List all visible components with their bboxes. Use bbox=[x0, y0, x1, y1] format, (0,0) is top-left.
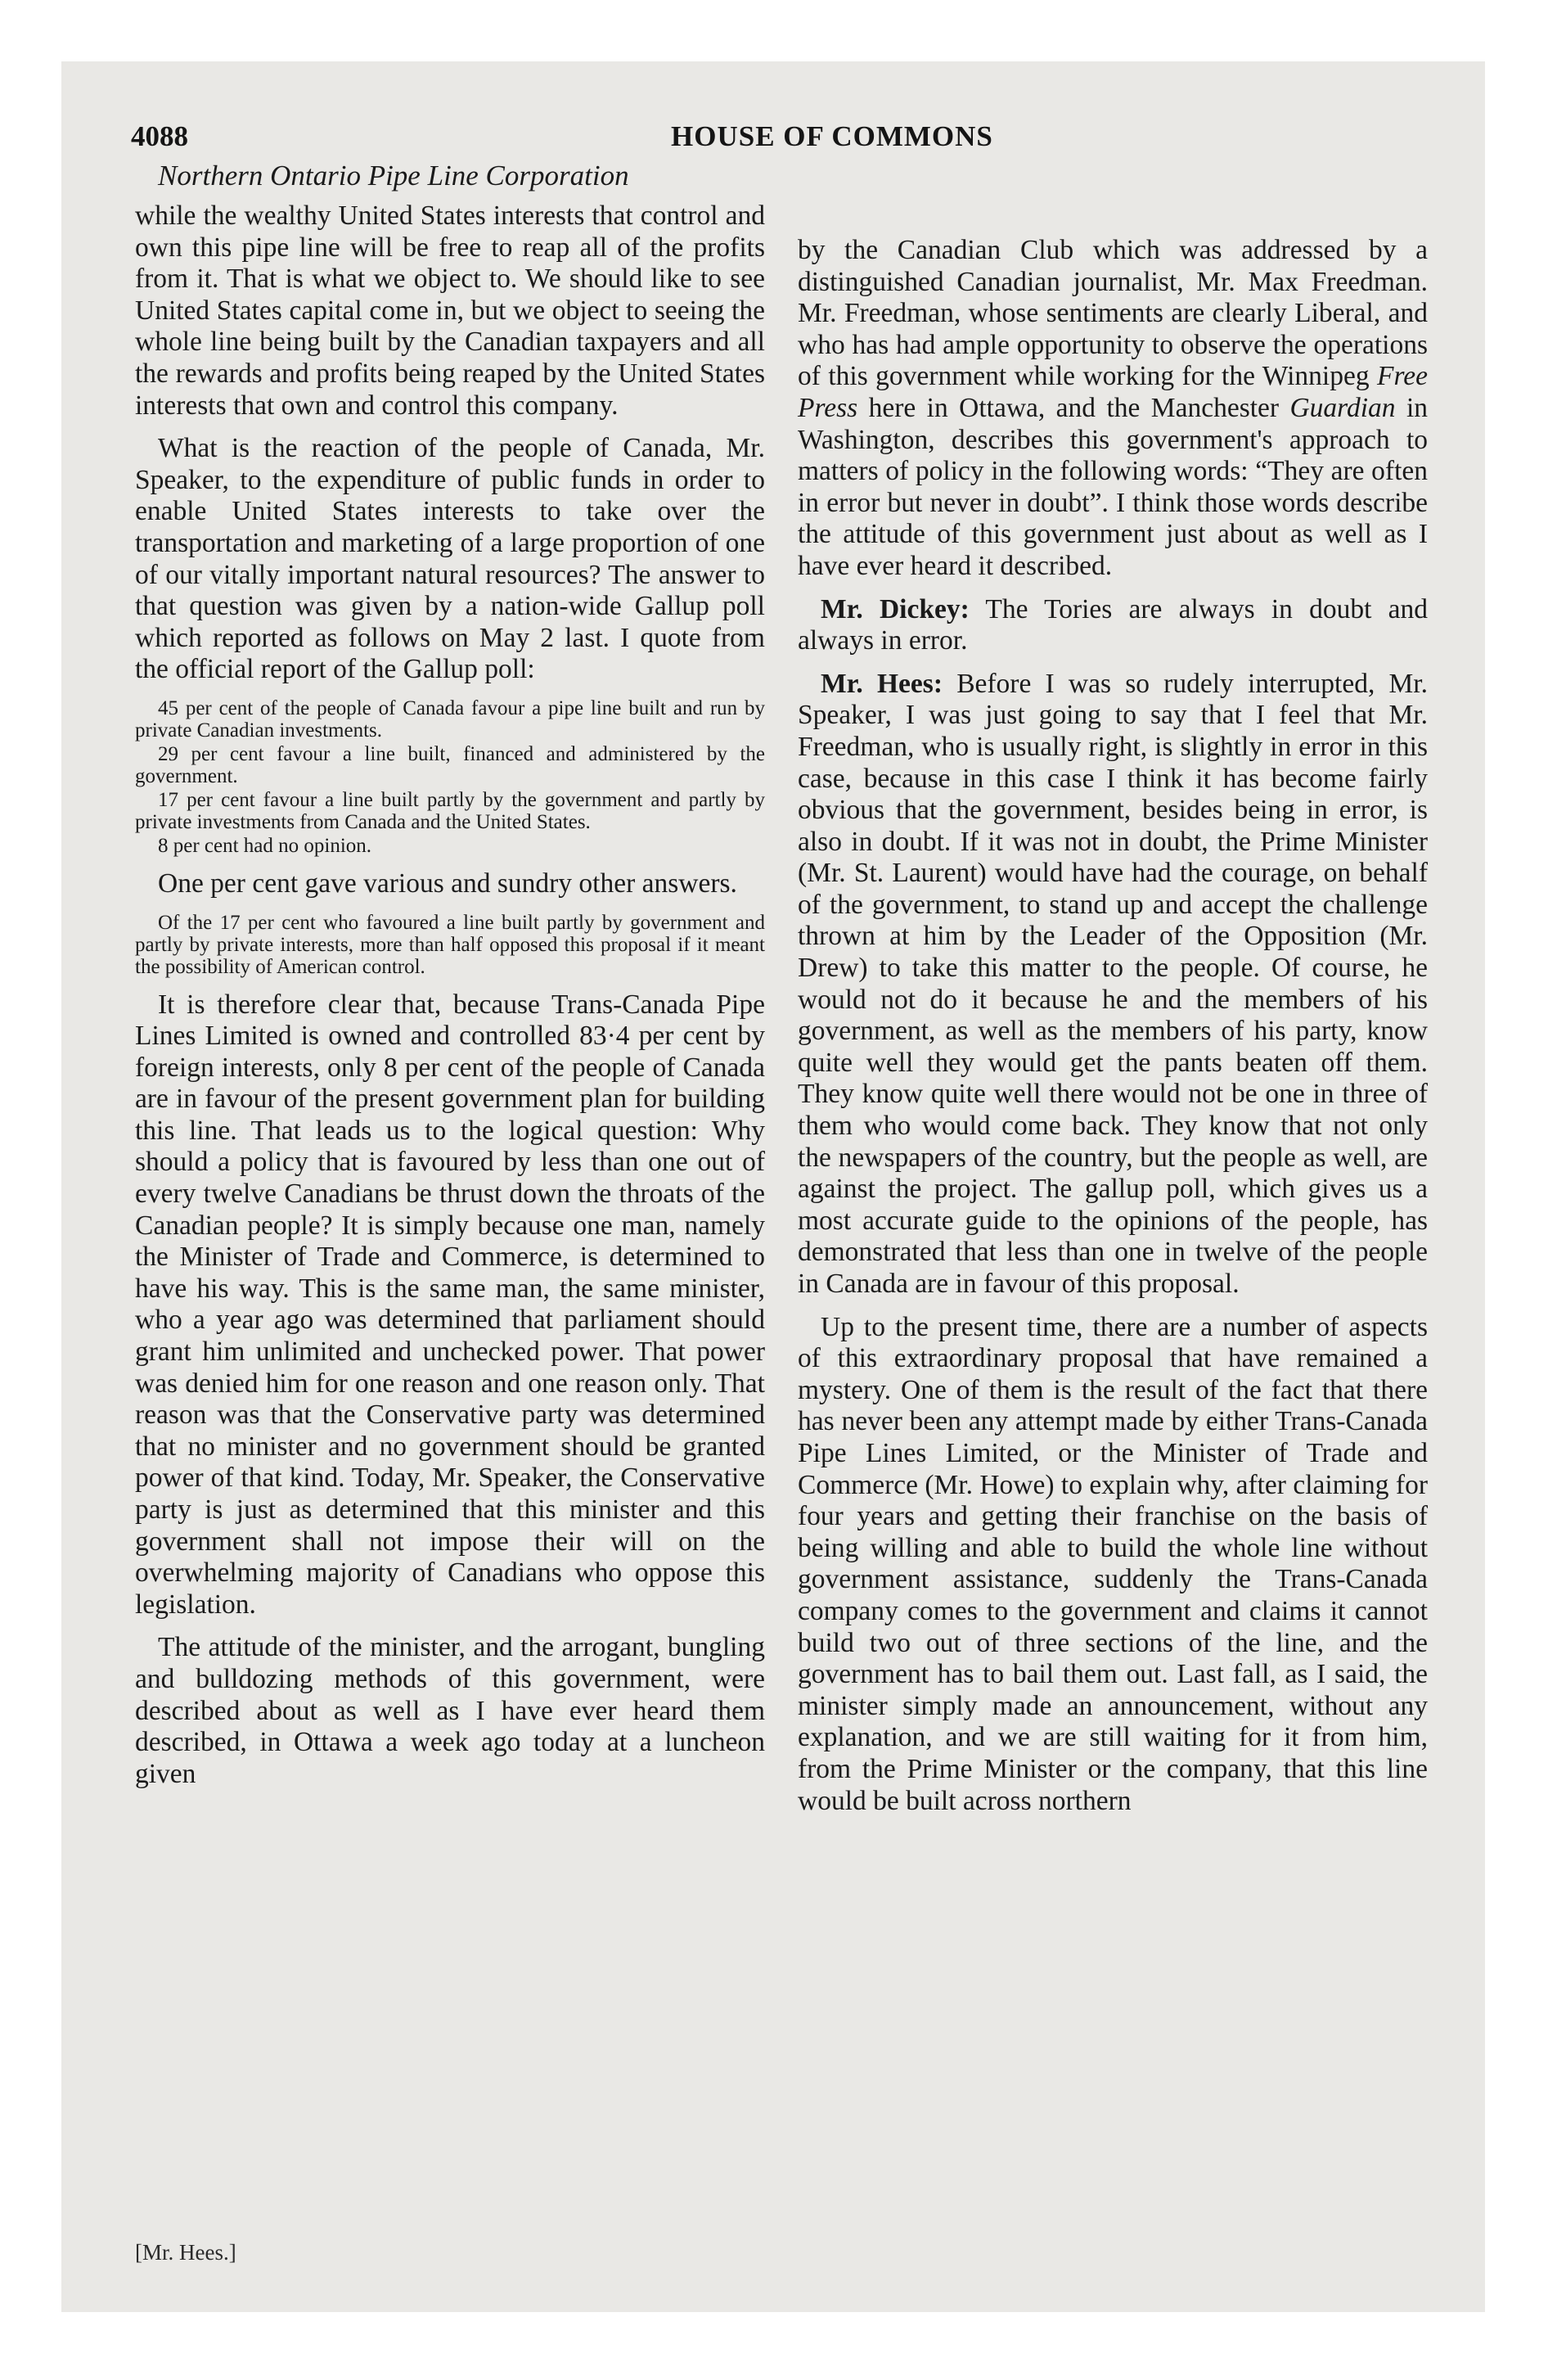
newspaper-title: Guardian bbox=[1289, 392, 1396, 423]
page-number: 4088 bbox=[131, 120, 188, 152]
paragraph: What is the reaction of the people of Canada, Mr. Speaker, to the expenditure of public funds in order to enable United States interests to take over the transportation and marketing of a large proportion of one of our vitally important natural resources? The answer to that question was given by a nation-wide Gallup poll which reported as follows on May 2 last. I quote from the official report of the Gallup poll: bbox=[135, 433, 765, 685]
paragraph: while the wealthy United States interests that control and own this pipe line will be free to reap all of the profits from it. That is what we object to. We should like to see United States capital come in, but we object to seeing the whole line being built by the Canadian taxpayers and all the rewards and profits being reaped by the United States interests that own and control this company. bbox=[135, 201, 765, 421]
quoted-poll-note: Of the 17 per cent who favoured a line built partly by government and partly by private interests, more than half opposed this proposal if it meant the possibility of American control. bbox=[135, 911, 765, 978]
quoted-poll-item: 45 per cent of the people of Canada favour a pipe line built and run by private Canadian investments. bbox=[135, 696, 765, 741]
running-title: HOUSE OF COMMONS bbox=[671, 120, 993, 152]
scanned-page bbox=[61, 61, 1485, 2312]
paragraph: It is therefore clear that, because Trans-Canada Pipe Lines Limited is owned and controlled 83·4 per cent by foreign interests, only 8 per cent of the people of Canada are in favour of the present government plan for building this line. That leads us to the logical question: Why should a policy that is favoured by less than one out of every twelve Canadians be thrust down the throats of the Canadian people? It is simply because one man, namely the Minister of Trade and Commerce, is determined to have his way. This is the same man, the same minister, who a year ago was determined that parliament should grant him unlimited and unchecked power. That power was denied him for one reason and one reason only. That reason was that the Conservative party was determined that no minister and no government should be granted power of that kind. Today, Mr. Speaker, the Conservative party is just as determined that this minister and this government shall not impose their will on the overwhelming majority of Canadians who oppose this legislation. bbox=[135, 989, 765, 1620]
paragraph: Up to the present time, there are a number of aspects of this extraordinary proposal that have remained a mystery. One of them is the result of the fact that there has never been any attempt made by either Trans-Canada Pipe Lines Limited, or the Minister of Trade and Commerce (Mr. Howe) to explain why, after claiming for four years and getting their franchise on the basis of being willing and able to build the whole line without government assistance, suddenly the Trans-Canada company comes to the government and claims it cannot build two out of three sections of the line, and the government has to bail them out. Last fall, as I said, the minister simply made an announcement, without any explanation, and we are still waiting for it from him, from the Prime Minister or the company, that this line would be built across northern bbox=[798, 1311, 1428, 1816]
quoted-poll-item: 29 per cent favour a line built, financed and administered by the government. bbox=[135, 742, 765, 787]
paragraph: One per cent gave various and sundry other answers. bbox=[158, 868, 737, 899]
speaker-name: Mr. Dickey: bbox=[821, 593, 970, 624]
text-run: by the Canadian Club which was addressed by a distinguished Canadian journalist, Mr. Max Freedman. Mr. Freedman, whose sentiments are clearly Liberal, and who has had ample opportunity to observe the operations of this government while working for the Winnipeg bbox=[798, 235, 1428, 392]
left-column bbox=[135, 160, 765, 1801]
quoted-poll-item: 8 per cent had no opinion. bbox=[158, 834, 372, 857]
page-header bbox=[131, 120, 1358, 161]
speech-text: The Tories are always in doubt and always in error. bbox=[798, 593, 1428, 656]
speaker-name: Mr. Hees: bbox=[821, 668, 943, 699]
paragraph bbox=[798, 235, 1428, 583]
text-run: here in Ottawa, and the Manchester bbox=[857, 392, 1290, 423]
speech-paragraph bbox=[798, 669, 1428, 1300]
paragraph: The attitude of the minister, and the arrogant, bungling and bulldozing methods of this government, were described about as well as I have ever heard them described, in Ottawa a week ago today at a luncheon given bbox=[135, 1632, 765, 1789]
speech-paragraph bbox=[798, 594, 1428, 657]
speech-text: Before I was so rudely interrupted, Mr. Speaker, I was just going to say that I feel that Mr. Freedman, who is usually right, is slightly in error in this case, because in this case I think it has become fairly obvious that the government, besides being in error, is also in doubt. If it was not in doubt, the Prime Minister (Mr. St. Laurent) would have had the courage, on behalf of the government, to stand up and accept the challenge thrown at him by the Leader of the Opposition (Mr. Drew) to take this matter to the people. Of course, he would not do it because he and the members of his government, as well as the members of his party, know quite well they would get the pants beaten off them. They know quite well there would not be one in three of them who would come back. They know that not only the newspapers of the country, but the people as well, are against the project. The gallup poll, which gives us a most accurate guide to the opinions of the people, has demonstrated that less than one in twelve of the people in Canada are in favour of this proposal. bbox=[798, 668, 1428, 1299]
section-subtitle: Northern Ontario Pipe Line Corporation bbox=[158, 160, 629, 192]
newspaper-title: Free Press bbox=[798, 361, 1428, 423]
right-column bbox=[798, 235, 1428, 1828]
quoted-poll-item: 17 per cent favour a line built partly by the government and partly by private investments from Canada and the United States. bbox=[135, 788, 765, 833]
speaker-footnote: [Mr. Hees.] bbox=[135, 2240, 236, 2265]
text-run: in Washington, describes this government's approach to matters of policy in the following words: “They are often in error but never in doubt”. I think those words describe the attitude of this government just about as well as I have ever heard it described. bbox=[798, 392, 1429, 581]
